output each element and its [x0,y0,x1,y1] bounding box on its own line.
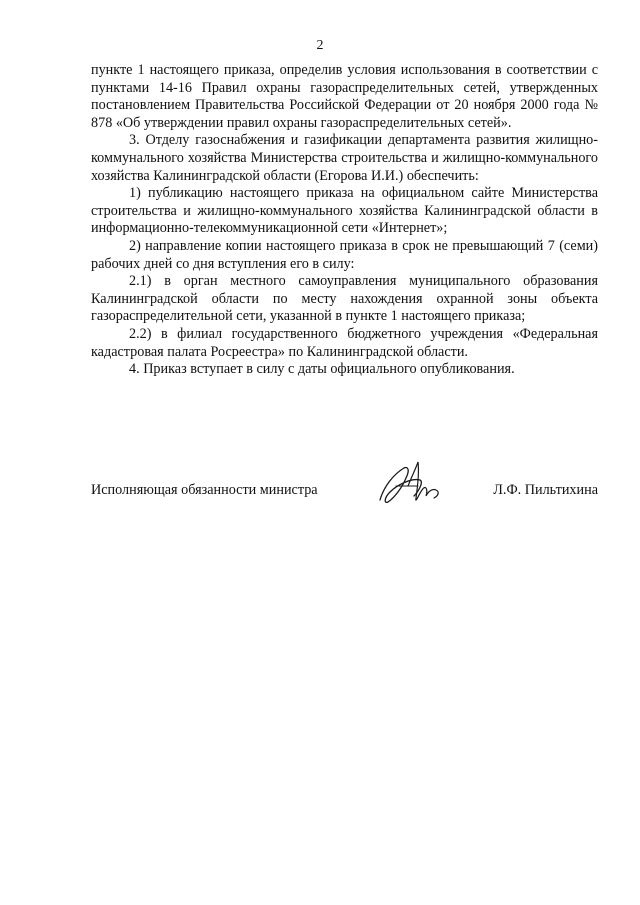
paragraph-subitem-1: 1) публикацию настоящего приказа на официальном сайте Министерства строительства и жилищно-коммунального хозяйства Калининградской области в информационно-телекоммуникационной сети «Интернет»; [91,185,598,237]
handwritten-signature [374,456,464,516]
paragraph-item-4: 4. Приказ вступает в силу с даты официального опубликования. [129,361,515,378]
paragraph-continuation: пункте 1 настоящего приказа, определив условия использования в соответствии с пунктами 14-16 Правил охраны газораспределительных сетей, утвержденных постановлением Правительства Российской Федерации от 20 ноября 2000 года № 878 «Об утверждении правил охраны газораспределительных сетей». [91,62,598,131]
paragraph-subitem-2: 2) направление копии настоящего приказа в срок не превышающий 7 (семи) рабочих дней со дня вступления его в силу: [91,237,598,272]
signature-block [91,482,598,522]
paragraph-subitem-2-2: 2.2) в филиал государственного бюджетного учреждения «Федеральная кадастровая палата Росреестра» по Калининградской области. [91,325,598,360]
signatory-name: Л.Ф. Пильтихина [493,482,598,498]
page-number: 2 [316,38,324,53]
document-body [91,62,598,379]
paragraph-item-3: 3. Отделу газоснабжения и газификации департамента развития жилищно-коммунального хозяйства Министерства строительства и жилищно-коммунального хозяйства Калининградской области (Егорова И.И.) обеспечить: [91,132,598,184]
paragraph-subitem-2-1: 2.1) в орган местного самоуправления муниципального образования Калининградской области по месту нахождения охранной зоны объекта газораспределительной сети, указанной в пункте 1 настоящего приказа; [91,273,598,325]
signatory-title: Исполняющая обязанности министра [91,482,318,498]
